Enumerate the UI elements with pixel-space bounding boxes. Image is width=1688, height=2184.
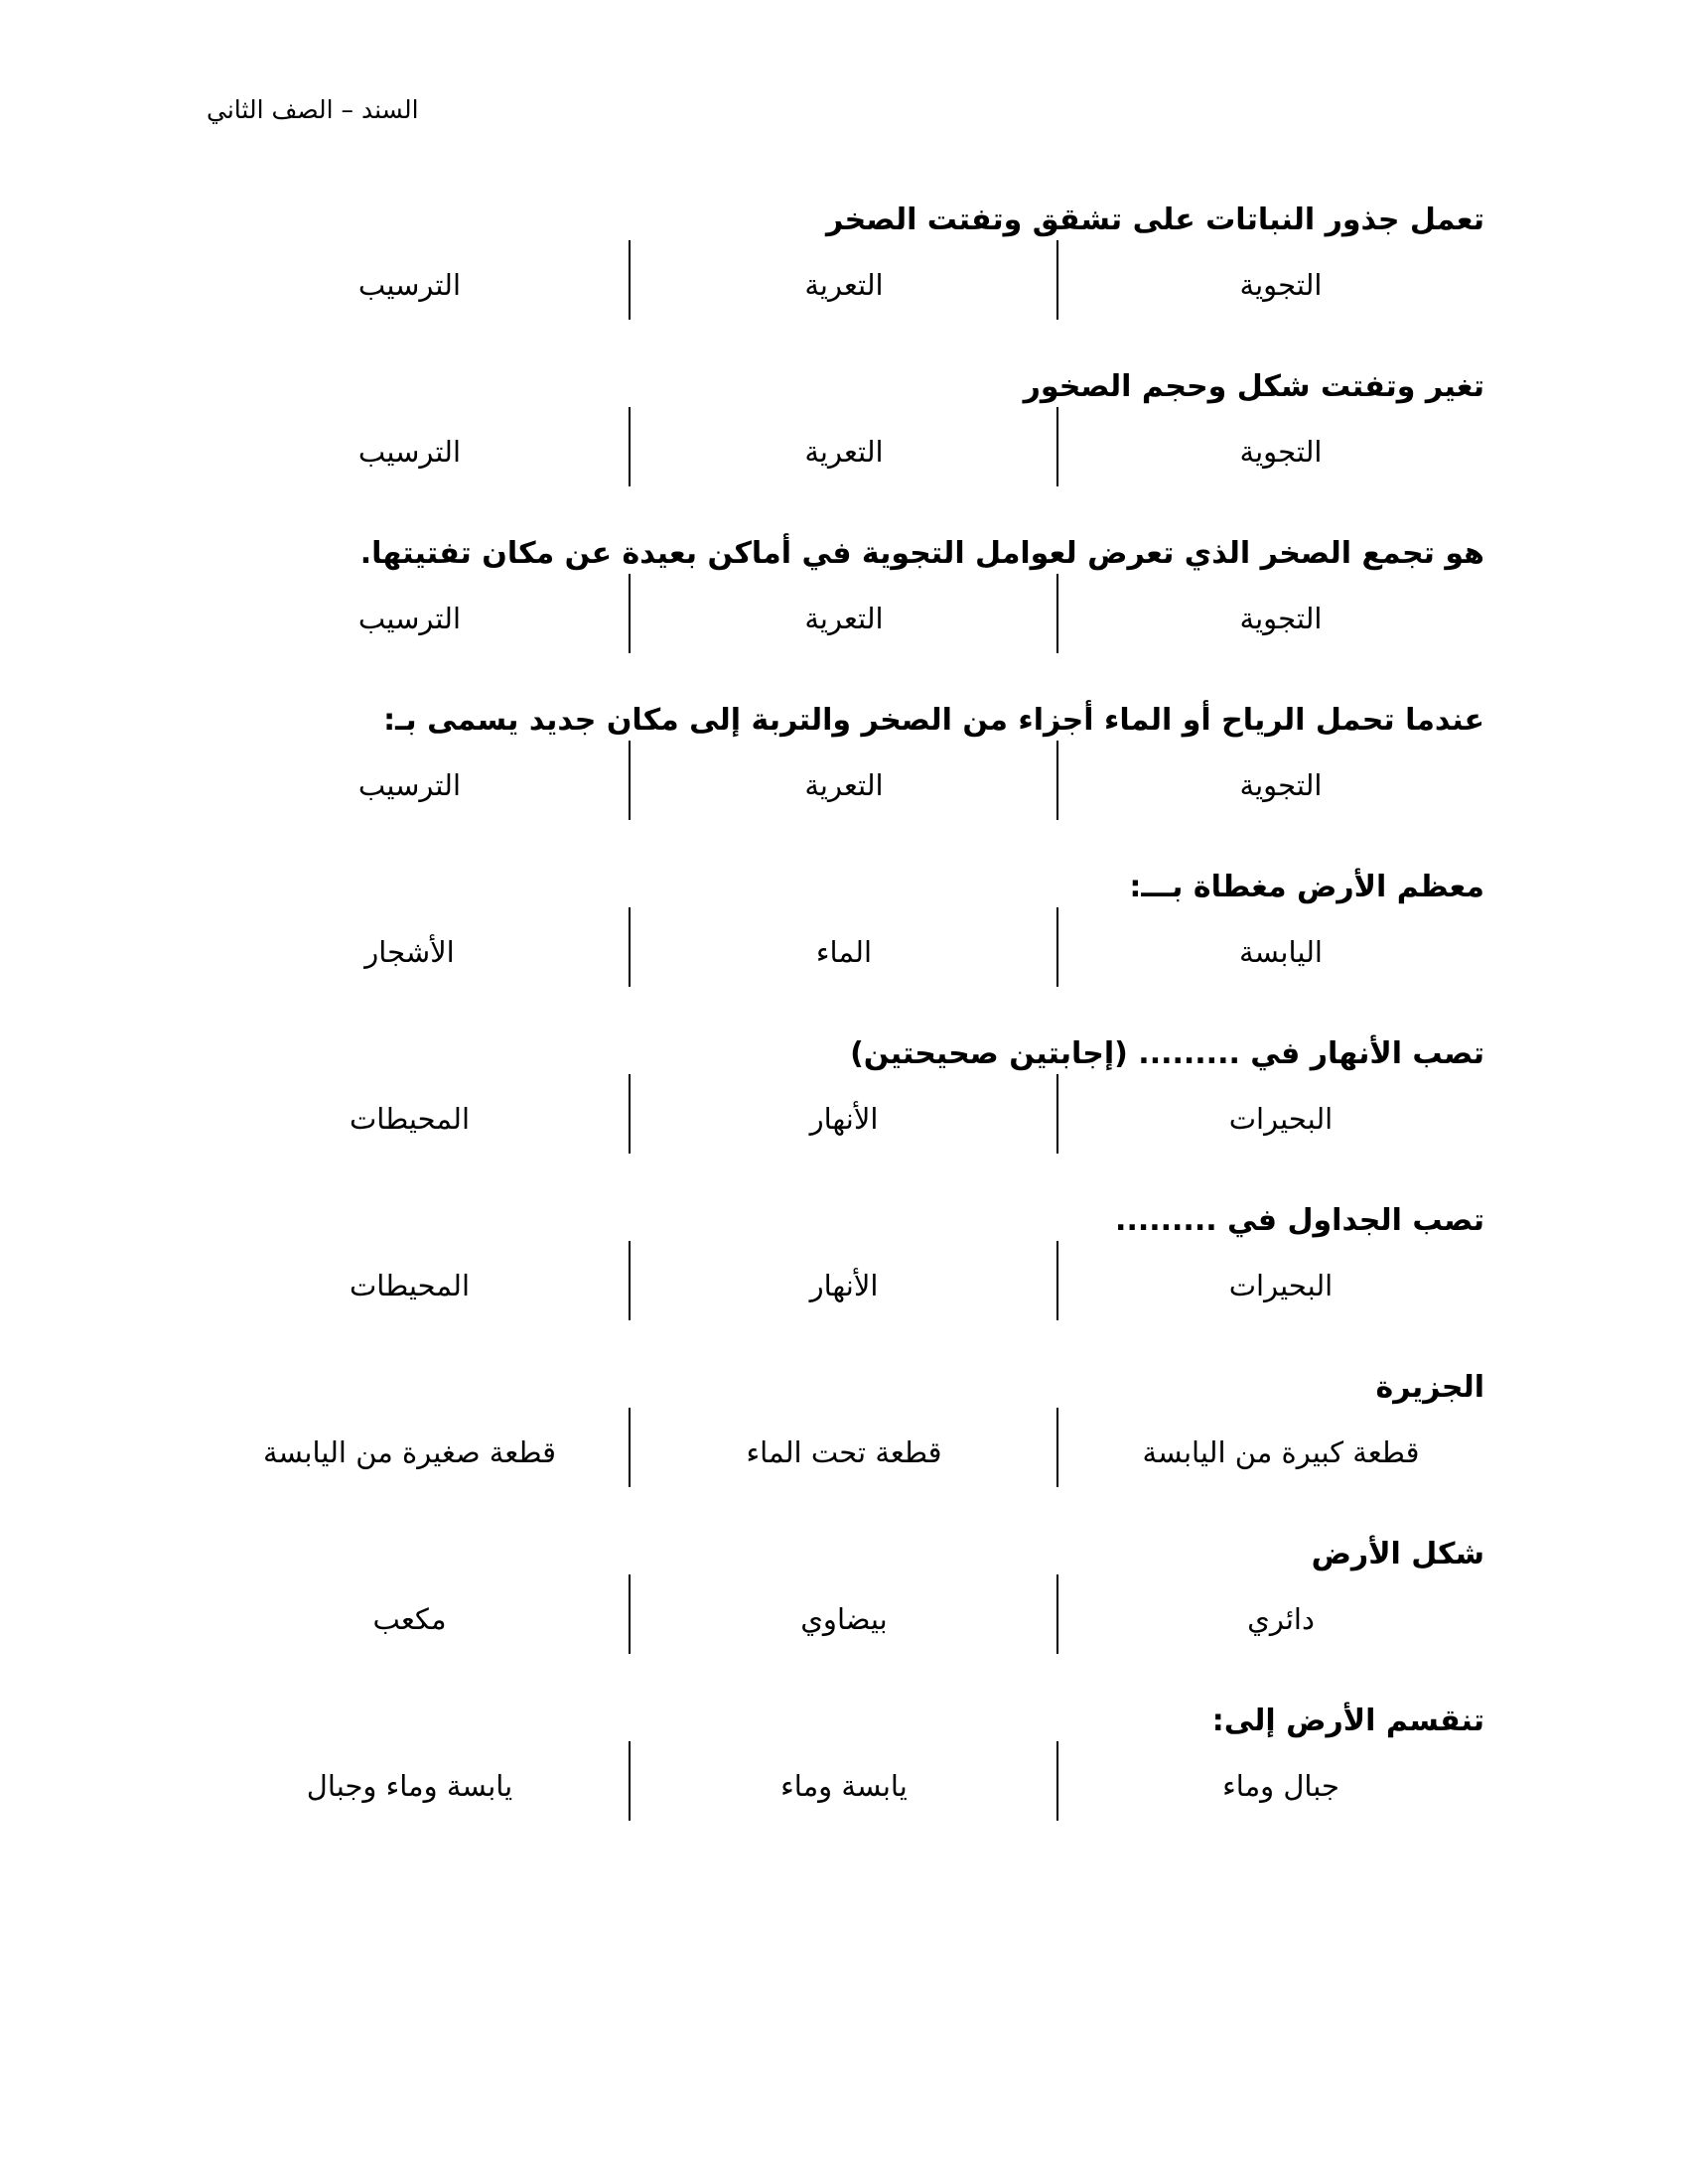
question-3 <box>0 532 1688 701</box>
answer-option-1[interactable]: البحيرات <box>1228 1102 1334 1136</box>
answer-option-1[interactable]: جبال وماء <box>1222 1769 1339 1803</box>
answer-option-2[interactable]: التعرية <box>804 268 884 302</box>
answer-option-1[interactable]: البحيرات <box>1228 1269 1334 1302</box>
answer-option-1[interactable]: التجوية <box>1239 602 1323 635</box>
question-text: تصب الجداول في ......... <box>1115 1203 1484 1238</box>
question-text: تصب الأنهار في ......... (إجابتين صحيحتين) <box>850 1036 1484 1071</box>
question-8 <box>0 1366 1688 1535</box>
question-text: هو تجمع الصخر الذي تعرض لعوامل التجوية في أماكن بعيدة عن مكان تفتيتها. <box>359 536 1484 571</box>
answer-option-3[interactable]: الترسيب <box>357 602 462 635</box>
answer-option-1[interactable]: قطعة كبيرة من اليابسة <box>1142 1435 1420 1469</box>
answer-option-3[interactable]: الترسيب <box>357 268 462 302</box>
answer-option-2[interactable]: الأنهار <box>809 1269 879 1302</box>
answer-option-1[interactable]: التجوية <box>1239 268 1323 302</box>
answer-option-1[interactable]: التجوية <box>1239 435 1323 469</box>
answer-option-3[interactable]: يابسة وماء وجبال <box>306 1769 513 1803</box>
answer-option-2[interactable]: التعرية <box>804 435 884 469</box>
question-9 <box>0 1533 1688 1702</box>
question-text: تغير وتفتت شكل وحجم الصخور <box>1023 369 1484 404</box>
answer-option-1[interactable]: دائري <box>1247 1602 1315 1636</box>
answer-option-3[interactable]: مكعب <box>372 1602 447 1636</box>
question-10 <box>0 1700 1688 1868</box>
question-text: عندما تحمل الرياح أو الماء أجزاء من الصخر والتربة إلى مكان جديد يسمى بـ: <box>383 703 1484 738</box>
answer-option-1[interactable]: اليابسة <box>1239 935 1323 969</box>
question-text: معظم الأرض مغطاة بـــ: <box>1129 870 1484 904</box>
answer-option-1[interactable]: التجوية <box>1239 768 1323 802</box>
answer-option-2[interactable]: يابسة وماء <box>780 1769 908 1803</box>
answer-option-2[interactable]: الأنهار <box>809 1102 879 1136</box>
answer-option-3[interactable]: الترسيب <box>357 435 462 469</box>
answer-option-2[interactable]: قطعة تحت الماء <box>746 1435 942 1469</box>
answer-option-2[interactable]: بيضاوي <box>800 1602 888 1636</box>
question-2 <box>0 365 1688 534</box>
question-5 <box>0 866 1688 1034</box>
answer-option-3[interactable]: الترسيب <box>357 768 462 802</box>
answer-option-2[interactable]: الماء <box>815 935 873 969</box>
answer-option-3[interactable]: الأشجار <box>364 935 455 969</box>
answer-option-2[interactable]: التعرية <box>804 602 884 635</box>
question-text: تعمل جذور النباتات على تشقق وتفتت الصخر <box>825 203 1484 237</box>
answer-option-3[interactable]: المحيطات <box>349 1269 471 1302</box>
question-4 <box>0 699 1688 868</box>
question-6 <box>0 1032 1688 1201</box>
question-text: الجزيرة <box>1375 1370 1484 1405</box>
answer-option-3[interactable]: قطعة صغيرة من اليابسة <box>263 1435 556 1469</box>
answer-option-2[interactable]: التعرية <box>804 768 884 802</box>
answer-option-3[interactable]: المحيطات <box>349 1102 471 1136</box>
question-1 <box>0 199 1688 367</box>
question-text: شكل الأرض <box>1311 1537 1484 1571</box>
page-header: السند – الصف الثاني <box>207 95 419 124</box>
question-text: تنقسم الأرض إلى: <box>1211 1704 1484 1738</box>
question-7 <box>0 1199 1688 1368</box>
